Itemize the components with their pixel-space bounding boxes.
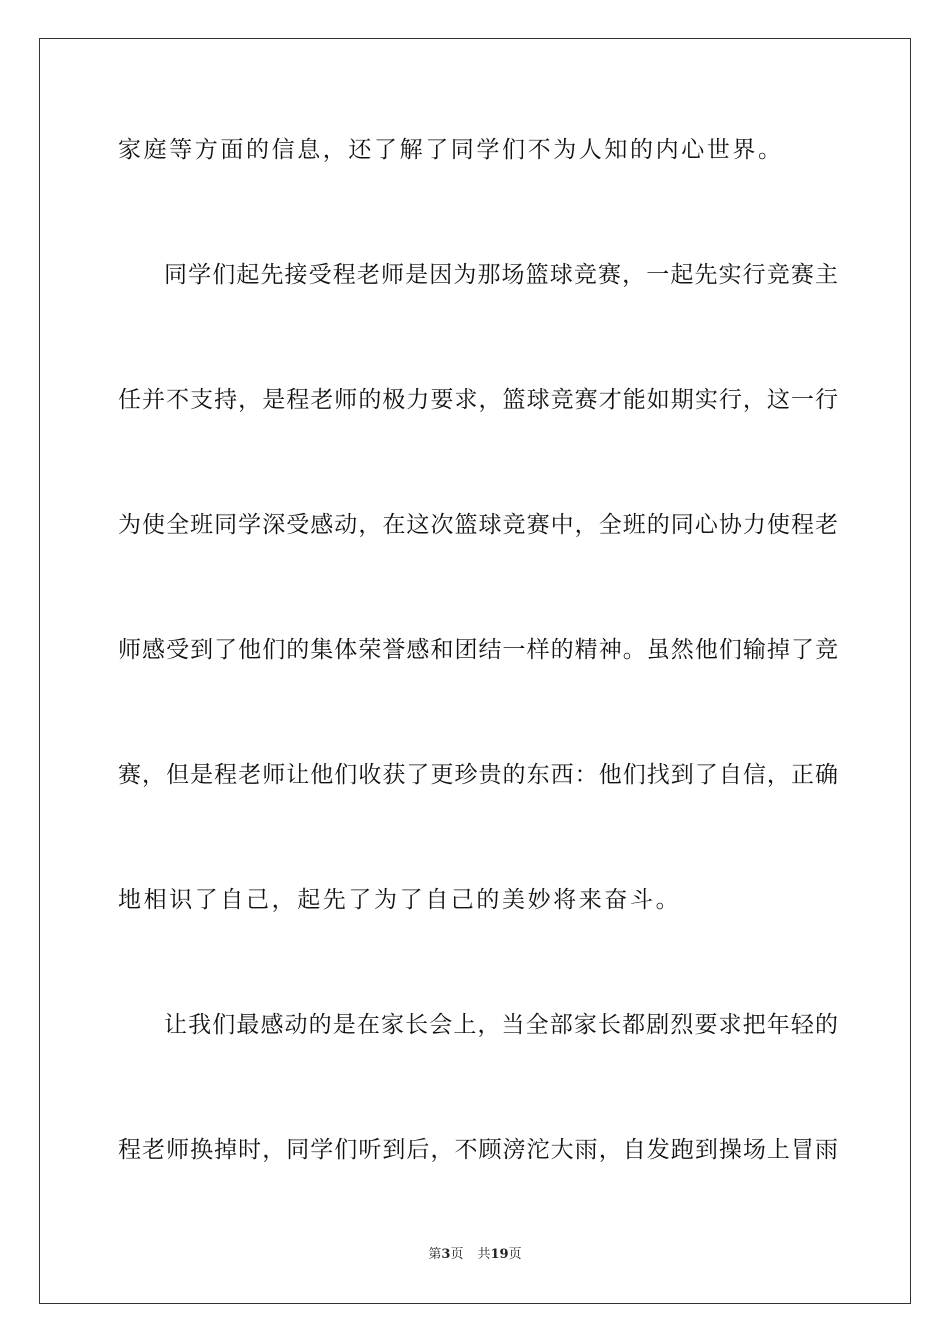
text-line-4: 为使全班同学深受感动，在这次篮球竞赛中，全班的同心协力使程老 bbox=[118, 512, 838, 538]
page-number: 3 bbox=[441, 1247, 451, 1262]
text-line-5: 师感受到了他们的集体荣誉感和团结一样的精神。虽然他们输掉了竞 bbox=[118, 637, 838, 663]
page-suffix: 页 bbox=[450, 1247, 464, 1262]
text-line-7: 地相识了自己，起先了为了自己的美妙将来奋斗。 bbox=[118, 887, 682, 913]
text-line-1: 家庭等方面的信息，还了解了同学们不为人知的内心世界。 bbox=[118, 137, 784, 163]
page-border bbox=[39, 38, 911, 1304]
text-line-9: 程老师换掉时，同学们听到后，不顾滂沱大雨，自发跑到操场上冒雨 bbox=[118, 1137, 838, 1163]
total-prefix: 共 bbox=[477, 1247, 491, 1262]
text-line-8: 让我们最感动的是在家长会上，当全部家长都剧烈要求把年轻的 bbox=[164, 1012, 838, 1038]
total-suffix: 页 bbox=[508, 1247, 522, 1262]
text-line-3: 任并不支持，是程老师的极力要求，篮球竞赛才能如期实行，这一行 bbox=[118, 387, 838, 413]
page-footer bbox=[0, 1246, 950, 1264]
text-line-6: 赛，但是程老师让他们收获了更珍贵的东西：他们找到了自信，正确 bbox=[118, 762, 838, 788]
total-pages: 19 bbox=[490, 1247, 509, 1262]
text-line-2: 同学们起先接受程老师是因为那场篮球竞赛，一起先实行竞赛主 bbox=[164, 262, 838, 288]
page-prefix: 第 bbox=[428, 1247, 442, 1262]
